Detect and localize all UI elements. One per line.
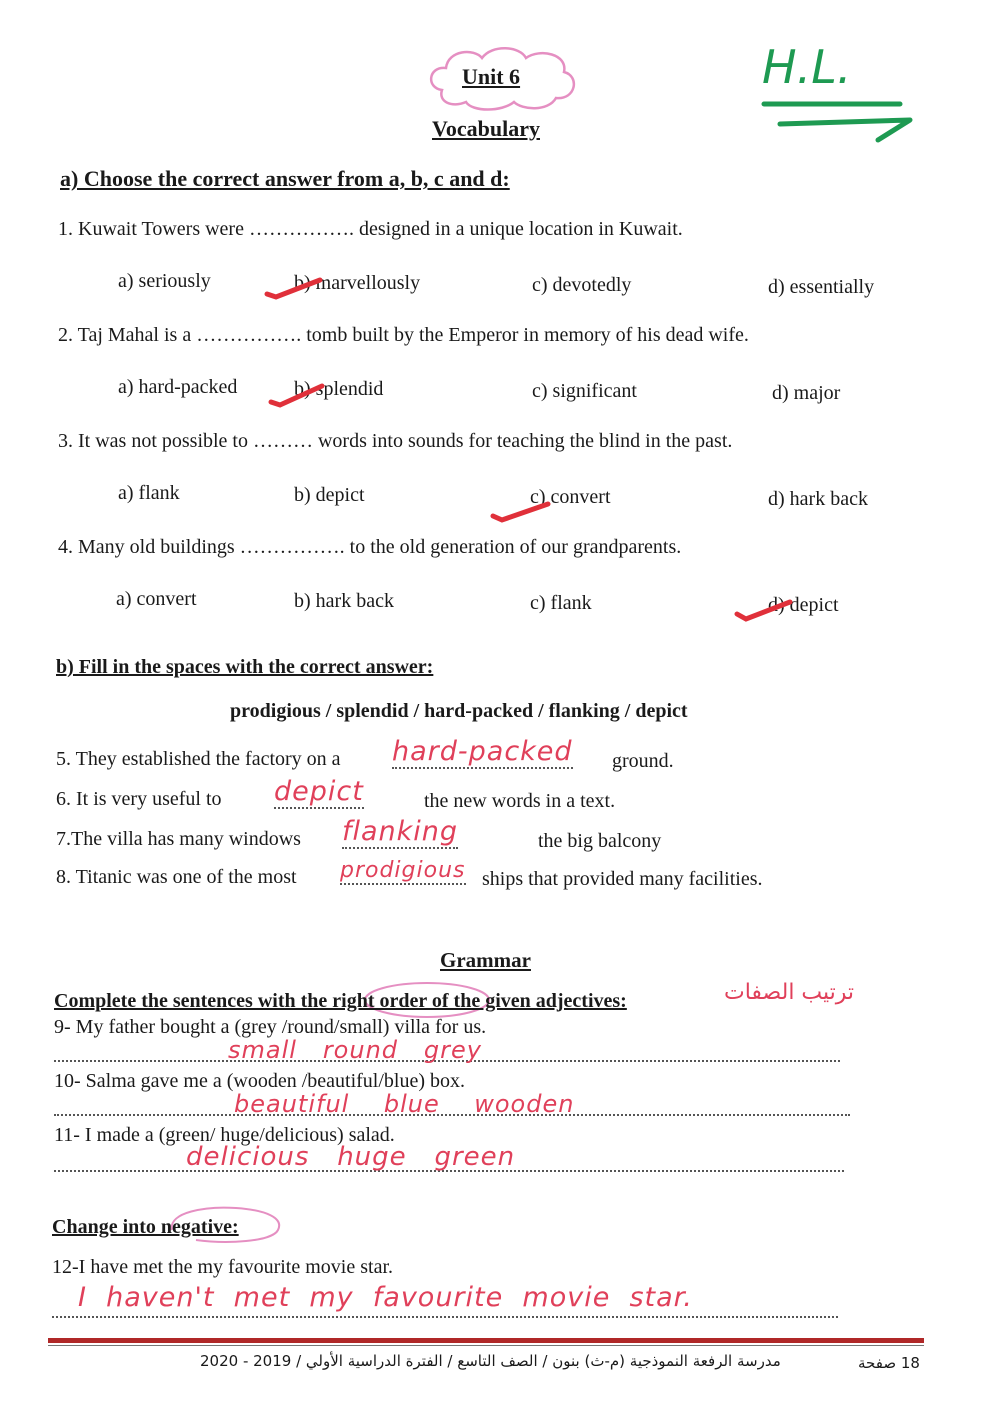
fill-before: 8. Titanic was one of the most (56, 866, 297, 888)
option-b: b) depict (294, 484, 365, 506)
option-a: a) hard-packed (118, 376, 238, 398)
unit-title: Unit 6 (462, 64, 521, 89)
grammar-answer: beautiful blue wooden (234, 1090, 575, 1118)
answer-line (52, 1316, 838, 1318)
option-d: d) hark back (768, 488, 868, 510)
grammar-prompt: 11- I made a (green/ huge/delicious) salad. (54, 1124, 395, 1146)
fill-answer: flanking (342, 816, 459, 847)
option-a: a) flank (118, 482, 180, 504)
negative-answer: I haven't met my favourite movie star. (78, 1282, 693, 1313)
option-d: d) essentially (768, 276, 875, 298)
fill-answer: depict (274, 776, 364, 807)
option-c: c) devotedly (532, 274, 632, 296)
part-b-title: b) Fill in the spaces with the correct answer: (56, 656, 434, 678)
word-bank: prodigious / splendid / hard-packed / flanking / depict (230, 700, 688, 722)
grammar-answer: delicious huge green (186, 1142, 516, 1172)
grammar-title: Grammar (440, 948, 531, 972)
option-d: d) major (772, 382, 841, 404)
check-mark-icon (264, 276, 324, 300)
footer-rule (48, 1338, 924, 1343)
negative-prompt: 12-I have met the my favourite movie star. (52, 1256, 394, 1278)
option-c: c) flank (530, 592, 592, 614)
question-text: 1. Kuwait Towers were ……………. designed in a unique location in Kuwait. (58, 218, 683, 240)
question-text: 2. Taj Mahal is a ……………. tomb built by the Emperor in memory of his dead wife. (58, 324, 749, 346)
check-mark-icon (268, 382, 328, 408)
grammar-prompt: 10- Salma gave me a (wooden /beautiful/blue) box. (54, 1070, 465, 1092)
question-text: 3. It was not possible to ……… words into sounds for teaching the blind in the past. (58, 430, 733, 452)
negative-title: Change into negative: (52, 1216, 239, 1238)
fill-before: 5. They established the factory on a (56, 748, 341, 770)
grammar-answer: small round grey (228, 1036, 482, 1064)
fill-answer: prodigious (340, 858, 466, 883)
fill-before: 6. It is very useful to (56, 788, 222, 810)
footer-rule-thin (48, 1345, 924, 1346)
fill-before: 7.The villa has many windows (56, 828, 301, 850)
fill-after: the new words in a text. (424, 790, 616, 812)
part-a-title: a) Choose the correct answer from a, b, c and d: (60, 166, 510, 191)
arabic-margin-note: ترتيب الصفات (724, 980, 855, 1005)
fill-answer: hard-packed (392, 736, 573, 767)
corner-note: H.L. (762, 40, 852, 94)
grammar-instruction: Complete the sentences with the right order of the given adjectives: (54, 990, 627, 1012)
fill-after: ships that provided many facilities. (482, 868, 763, 890)
section-title: Vocabulary (432, 116, 540, 141)
page-number: 18 صفحة (858, 1354, 920, 1372)
option-b: b) splendid (294, 378, 384, 400)
fill-after: ground. (612, 750, 674, 772)
check-mark-icon (490, 498, 554, 524)
arrow-icon (760, 96, 930, 146)
option-b: b) hark back (294, 590, 394, 612)
check-mark-icon (734, 598, 794, 624)
option-a: a) seriously (118, 270, 211, 292)
option-d: d) depict (768, 594, 839, 616)
school-info: مدرسة الرفعة النموذجية (م-ث) بنون / الصف التاسع / الفترة الدراسية الأولي / 2019 - 2020 (200, 1352, 781, 1370)
fill-after: the big balcony (538, 830, 662, 852)
option-c: c) convert (530, 486, 611, 508)
option-a: a) convert (116, 588, 197, 610)
option-b: b) marvellously (294, 272, 421, 294)
option-c: c) significant (532, 380, 637, 402)
grammar-prompt: 9- My father bought a (grey /round/small) villa for us. (54, 1016, 487, 1038)
question-text: 4. Many old buildings ……………. to the old generation of our grandparents. (58, 536, 682, 558)
